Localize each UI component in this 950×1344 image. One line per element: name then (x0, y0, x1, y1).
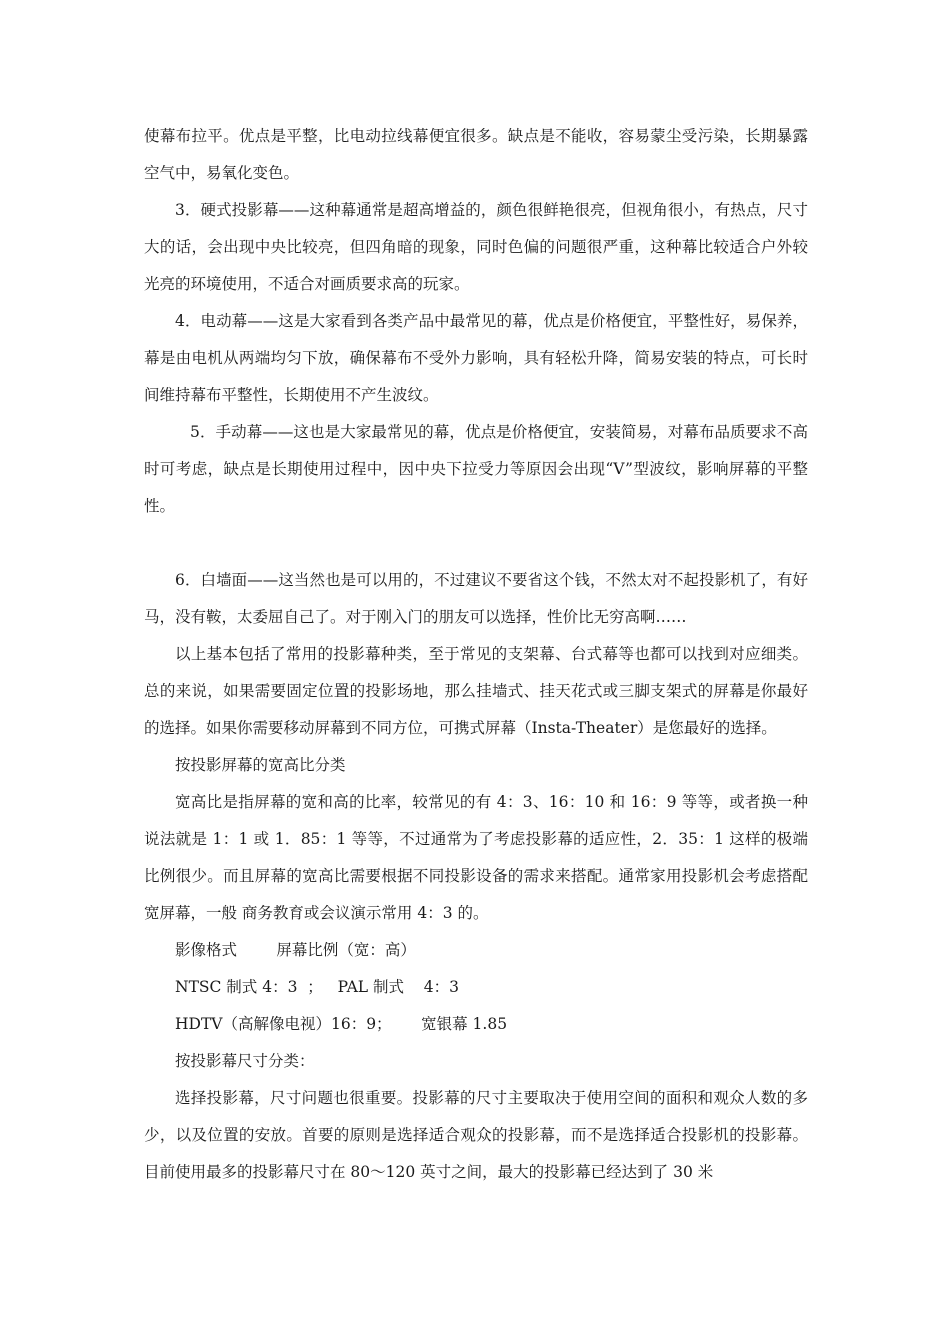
paragraph-summary: 以上基本包括了常用的投影幕种类，至于常见的支架幕、台式幕等也都可以找到对应细类。总的来说，如果需要固定位置的投影场地，那么挂墙式、挂天花式或三脚支架式的屏幕是你最好的选择。如果你需要移动屏幕到不同方位，可携式屏幕（Insta-Theater）是您最好的选择。 (144, 645, 808, 737)
paragraph-manual-screen: 5．手动幕——这也是大家最常见的幕，优点是价格便宜，安装简易，对幕布品质要求不高时可考虑，缺点是长期使用过程中，因中央下拉受力等原因会出现“V”型波纹，影响屏幕的平整性。 (144, 423, 808, 515)
paragraph-electric-screen: 4．电动幕——这是大家看到各类产品中最常见的幕，优点是价格便宜，平整性好，易保养，幕是由电机从两端均匀下放，确保幕布不受外力影响，具有轻松升降，简易安装的特点，可长时间维持幕布平整性，长期使用不产生波纹。 (144, 312, 808, 404)
format-row-ntsc-pal: NTSC 制式 4：3 ； PAL 制式 4：3 (175, 978, 459, 996)
paragraph-hard-screen: 3．硬式投影幕——这种幕通常是超高增益的，颜色很鲜艳很亮，但视角很小，有热点，尺寸大的话，会出现中央比较亮，但四角暗的现象，同时色偏的问题很严重，这种幕比较适合户外较光亮的环境使用，不适合对画质要求高的玩家。 (144, 201, 808, 293)
paragraph-screen-flatness: 使幕布拉平。优点是平整，比电动拉线幕便宜很多。缺点是不能收，容易蒙尘受污染，长期暴露空气中，易氧化变色。 (144, 127, 808, 182)
paragraph-screen-size: 选择投影幕，尺寸问题也很重要。投影幕的尺寸主要取决于使用空间的面积和观众人数的多少，以及位置的安放。首要的原则是选择适合观众的投影幕，而不是选择适合投影机的投影幕。目前使用最多的投影幕尺寸在 80～120 英寸之间，最大的投影幕已经达到了 30 米 (144, 1089, 808, 1181)
blank-line (144, 525, 808, 562)
heading-aspect-ratio: 按投影屏幕的宽高比分类 (175, 756, 346, 774)
document-body (144, 118, 808, 1191)
format-table-header: 影像格式 屏幕比例（宽：高） (175, 941, 416, 959)
heading-screen-size: 按投影幕尺寸分类： (175, 1052, 315, 1070)
paragraph-white-wall: 6．白墙面——这当然也是可以用的，不过建议不要省这个钱，不然太对不起投影机了，有好马，没有鞍，太委屈自己了。对于刚入门的朋友可以选择，性价比无穷高啊…… (144, 571, 808, 626)
format-row-hdtv: HDTV（高解像电视）16：9； 宽银幕 1.85 (175, 1015, 508, 1033)
paragraph-aspect-ratio: 宽高比是指屏幕的宽和高的比率，较常见的有 4：3、16：10 和 16：9 等等，或者换一种说法就是 1：1 或 1．85：1 等等，不过通常为了考虑投影幕的适应性，2．35：1 这样的极端比例很少。而且屏幕的宽高比需要根据不同投影设备的需求来搭配。通常家用投影机会考虑搭配宽屏幕，一般 商务教育或会议演示常用 4：3 的。 (144, 793, 808, 922)
